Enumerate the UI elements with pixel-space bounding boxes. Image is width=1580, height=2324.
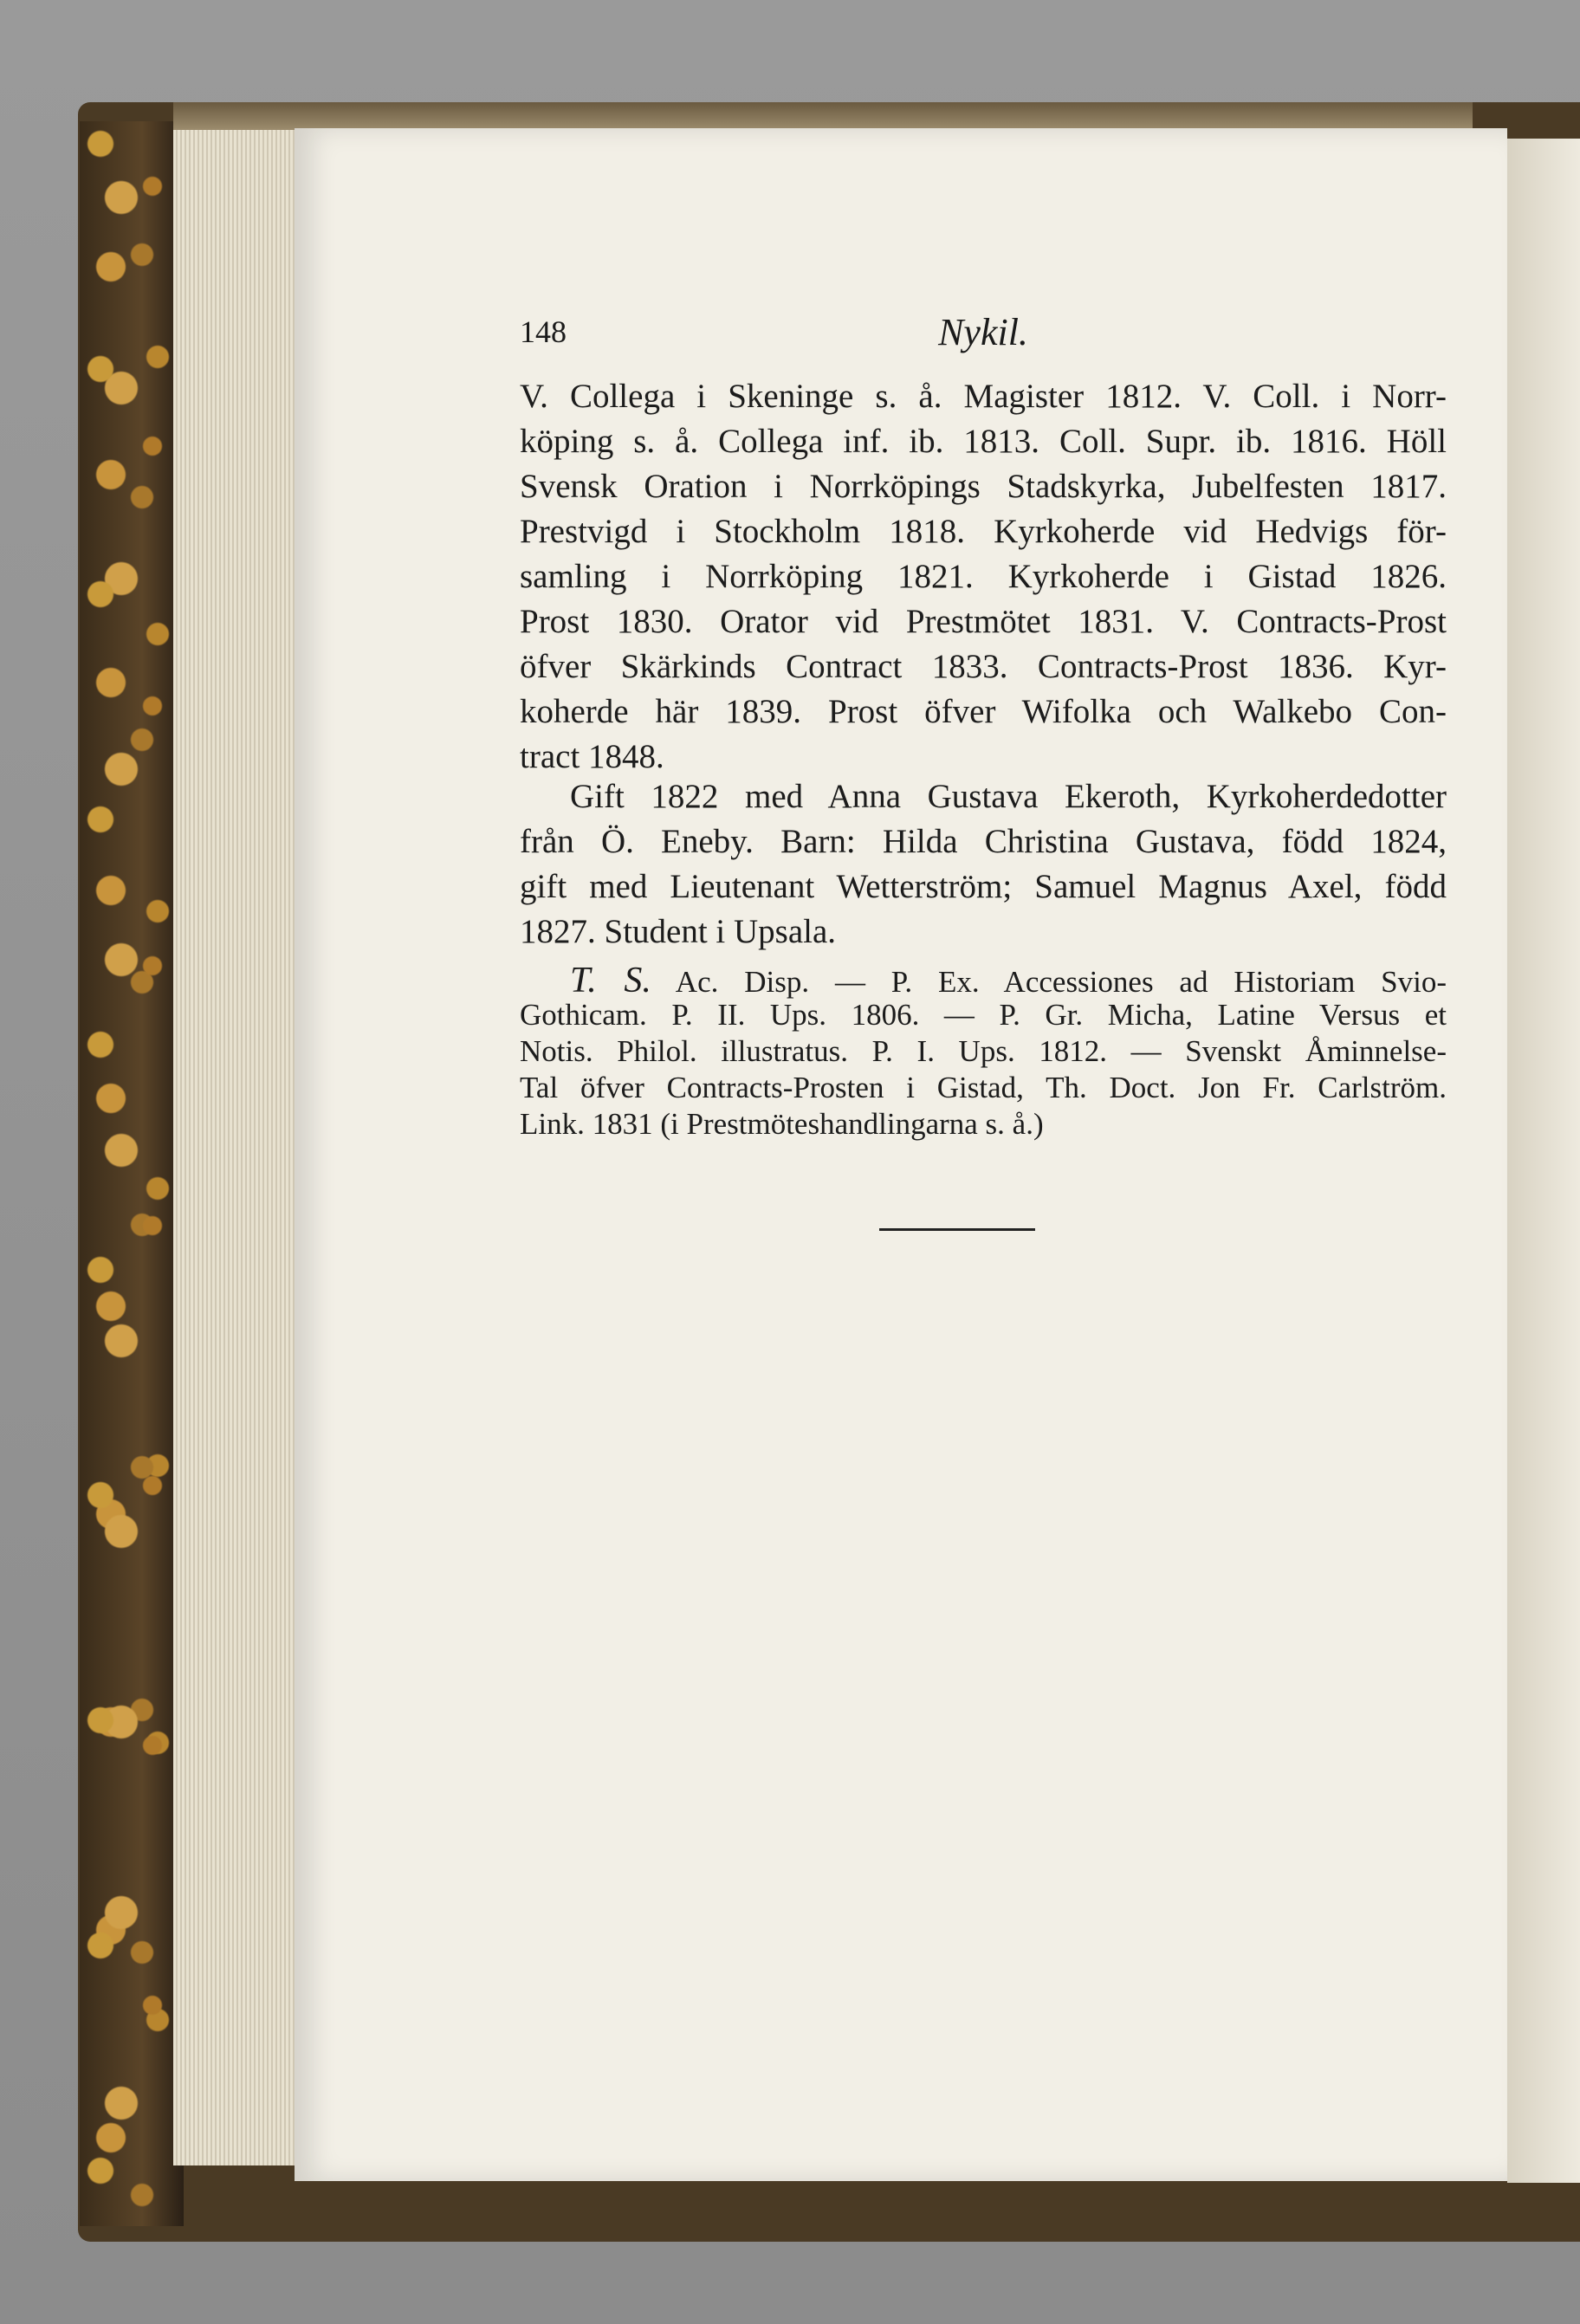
marbled-spine (80, 121, 184, 2226)
section-rule (879, 1228, 1035, 1231)
page-number: 148 (520, 314, 567, 349)
text-line: Gift 1822 med Anna Gustava Ekeroth, Kyrkoherdedotter (570, 778, 1447, 815)
text-line: gift med Lieutenant Wetterström; Samuel Magnus Axel, född (520, 868, 1447, 905)
bibliography-line: Notis. Philol. illustratus. P. I. Ups. 1812. — Svenskt Åminnelse- (520, 1034, 1447, 1068)
text-line: från Ö. Eneby. Barn: Hilda Christina Gustava, född 1824, (520, 823, 1447, 860)
facing-page-edge (1507, 139, 1580, 2183)
text-line: samling i Norrköping 1821. Kyrkoherde i Gistad 1826. (520, 558, 1447, 595)
text-line: tract 1848. (520, 738, 664, 775)
text-line: V. Collega i Skeninge s. å. Magister 1812. V. Coll. i Norr- (520, 378, 1447, 415)
page-header (520, 311, 1447, 362)
bibliography-text: Ac. Disp. — P. Ex. Accessiones ad Historiam Svio- (675, 965, 1447, 999)
ts-marker: T. S. (570, 961, 651, 1000)
bibliography-line: Gothicam. P. II. Ups. 1806. — P. Gr. Micha, Latine Versus et (520, 998, 1447, 1032)
text-line: köping s. å. Collega inf. ib. 1813. Coll. Supr. ib. 1816. Höll (520, 423, 1447, 460)
text-line: koherde här 1839. Prost öfver Wifolka och Walkebo Con- (520, 693, 1447, 730)
text-line: Prestvigd i Stockholm 1818. Kyrkoherde vid Hedvigs för- (520, 513, 1447, 550)
text-line: Prost 1830. Orator vid Prestmötet 1831. V. Contracts-Prost (520, 603, 1447, 640)
text-line: Svensk Oration i Norrköpings Stadskyrka, Jubelfesten 1817. (520, 468, 1447, 505)
bibliography-line: Link. 1831 (i Prestmöteshandlingarna s. å.) (520, 1107, 1044, 1141)
text-line: 1827. Student i Upsala. (520, 913, 837, 950)
page-stack-edges (173, 130, 303, 2165)
bibliography-line: Tal öfver Contracts-Prosten i Gistad, Th. Doct. Jon Fr. Carlström. (520, 1071, 1447, 1104)
running-head: Nykil. (938, 311, 1028, 353)
text-line: öfver Skärkinds Contract 1833. Contracts-Prost 1836. Kyr- (520, 648, 1447, 685)
